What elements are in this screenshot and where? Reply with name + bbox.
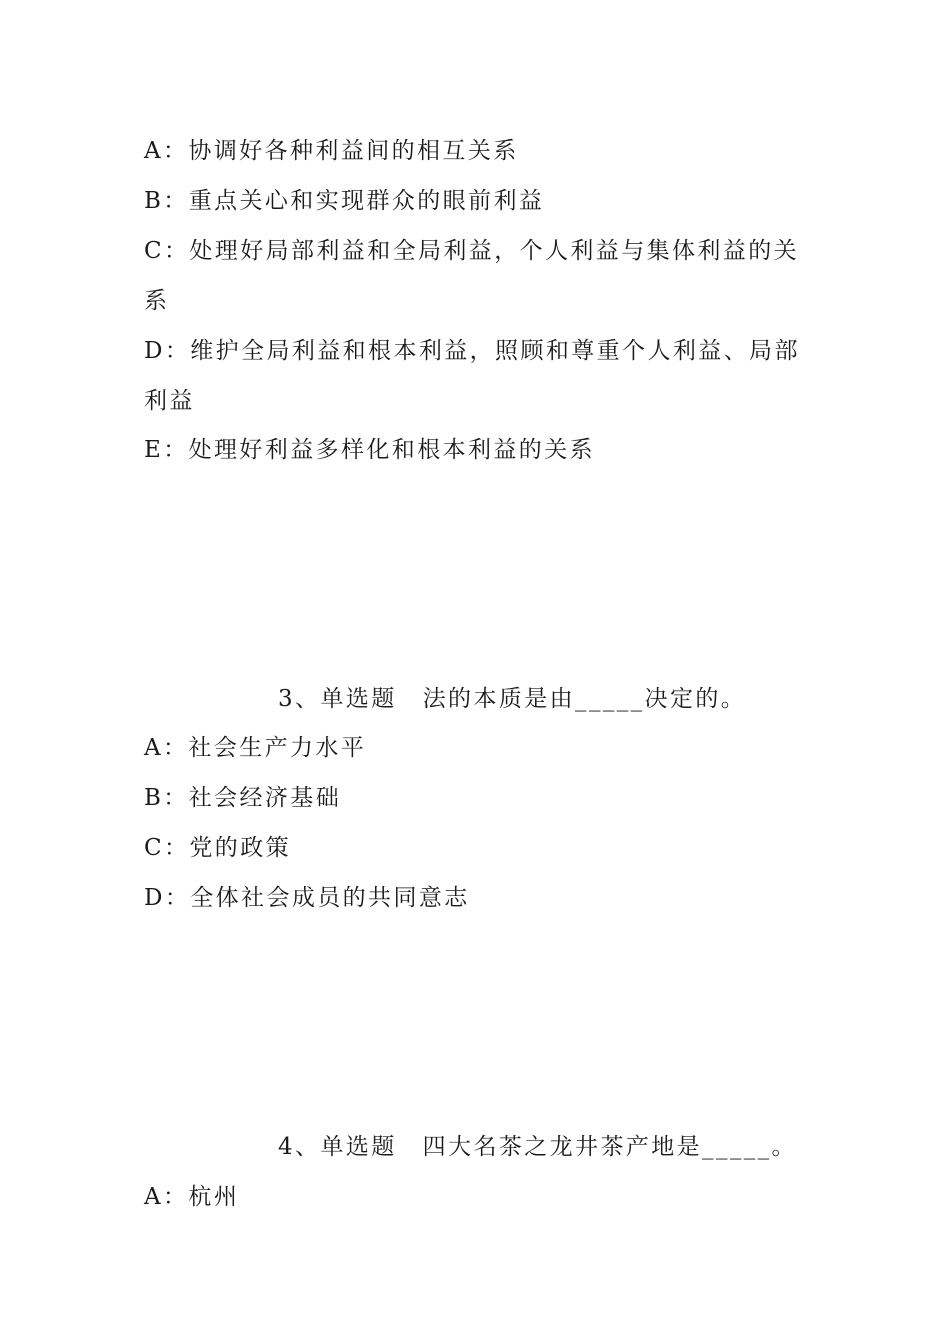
option-label: B： bbox=[144, 188, 189, 214]
q4-option-a bbox=[144, 1184, 814, 1210]
option-label: A： bbox=[144, 735, 189, 761]
option-label: A： bbox=[144, 1184, 189, 1210]
q3-option-d bbox=[144, 885, 814, 911]
option-text: 处理好局部利益和全局利益，个人利益与集体利益的关 bbox=[189, 238, 800, 264]
q3-option-c bbox=[144, 835, 814, 861]
option-label: B： bbox=[144, 785, 189, 811]
question-text: 法的本质是由_____决定的。 bbox=[422, 686, 747, 712]
option-text-continuation: 系 bbox=[144, 288, 170, 314]
option-label: C： bbox=[144, 835, 190, 861]
q4-stem bbox=[278, 1134, 797, 1160]
q2-option-d-continuation bbox=[144, 388, 814, 414]
option-text: 重点关心和实现群众的眼前利益 bbox=[188, 188, 545, 214]
option-text: 社会生产力水平 bbox=[188, 735, 367, 761]
option-label: D： bbox=[144, 885, 191, 911]
option-text: 协调好各种利益间的相互关系 bbox=[188, 138, 519, 164]
q2-option-d bbox=[144, 338, 814, 364]
question-number: 3、 bbox=[278, 686, 321, 712]
option-label: A： bbox=[144, 138, 189, 164]
q2-option-a bbox=[144, 138, 814, 164]
question-type: 单选题 bbox=[320, 686, 397, 712]
q3-stem bbox=[278, 686, 746, 712]
q2-option-c bbox=[144, 238, 814, 264]
option-text-continuation: 利益 bbox=[144, 388, 195, 414]
option-text: 维护全局利益和根本利益，照顾和尊重个人利益、局部 bbox=[190, 338, 800, 364]
question-number: 4、 bbox=[278, 1134, 321, 1160]
q3-option-b bbox=[144, 785, 814, 811]
option-text: 杭州 bbox=[188, 1184, 240, 1210]
option-text: 社会经济基础 bbox=[188, 785, 342, 811]
q3-option-a bbox=[144, 735, 814, 761]
question-text: 四大名茶之龙井茶产地是_____。 bbox=[422, 1134, 797, 1160]
option-text: 处理好利益多样化和根本利益的关系 bbox=[188, 437, 595, 463]
option-label: D： bbox=[144, 338, 191, 364]
q2-option-b bbox=[144, 188, 814, 214]
option-label: C： bbox=[144, 238, 190, 264]
option-label: E： bbox=[144, 437, 189, 463]
option-text: 党的政策 bbox=[189, 835, 292, 861]
q2-option-c-continuation bbox=[144, 288, 814, 314]
question-type: 单选题 bbox=[320, 1134, 397, 1160]
option-text: 全体社会成员的共同意志 bbox=[190, 885, 470, 911]
q2-option-e bbox=[144, 437, 814, 463]
